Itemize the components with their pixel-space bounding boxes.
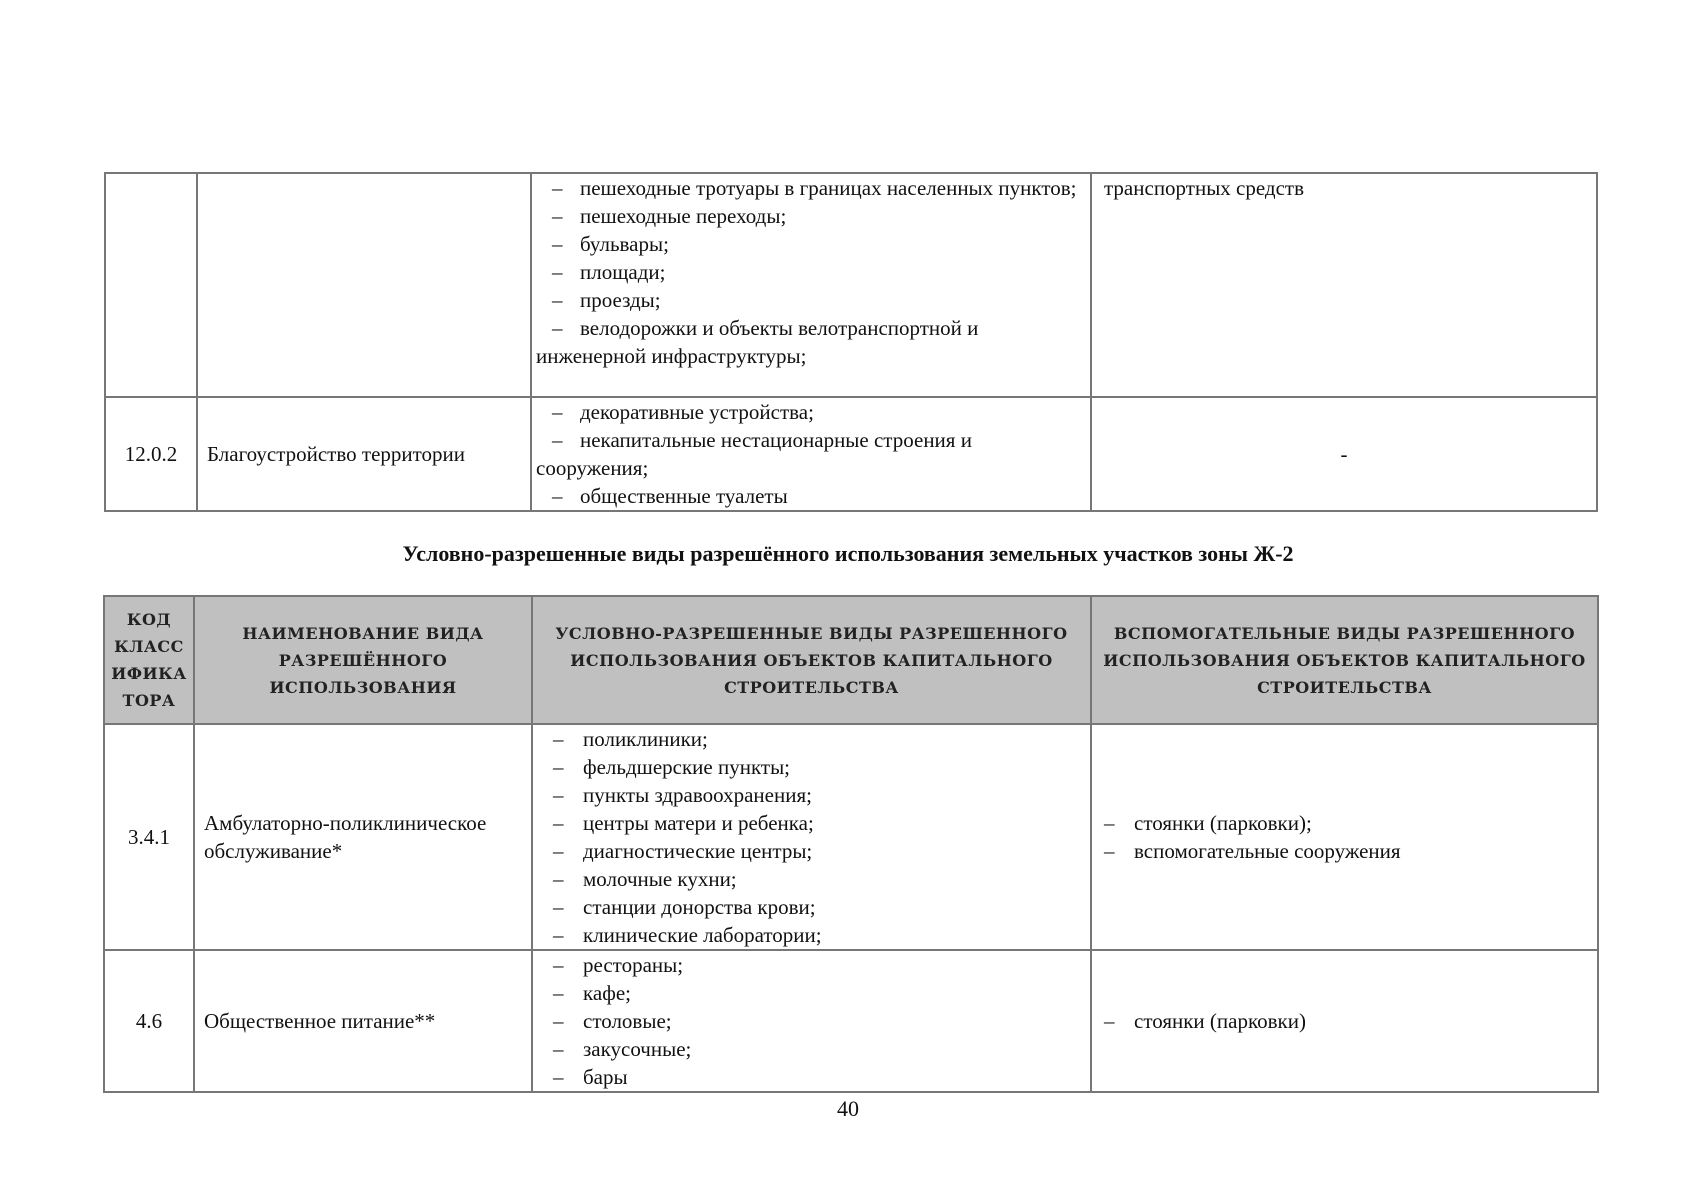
uses-cell [531,397,1091,511]
aux-cell: транспортных средств [1091,173,1597,397]
code-cell: 4.6 [104,950,194,1092]
table-row [105,173,1597,397]
aux-cell: - [1091,397,1597,511]
uses-list [536,174,1086,370]
list-item: – фельдшерские пункты; [553,755,791,779]
header-conditional-uses: УСЛОВНО-РАЗРЕШЕННЫЕ ВИДЫ РАЗРЕШЕННОГО ИСПОЛЬЗОВАНИЯ ОБЪЕКТОВ КАПИТАЛЬНОГО СТРОИТЕЛЬСТВА [532,596,1091,724]
table-row [104,724,1598,950]
list-item: – проезды; [552,288,661,312]
list-item: – столовые; [553,1009,672,1033]
list-item: – молочные кухни; [553,867,737,891]
aux-list [1104,1007,1597,1035]
list-item: – пешеходные переходы; [552,204,787,228]
name-cell: Благоустройство территории [197,397,531,511]
section-heading: Условно-разрешенные виды разрешённого использования земельных участков зоны Ж-2 [402,541,1294,566]
list-item: – рестораны; [553,953,684,977]
table-row [104,950,1598,1092]
list-item: – кафе; [553,981,631,1005]
list-item: – диагностические центры; [553,839,813,863]
header-code: КОД КЛАСС ИФИКА ТОРА [104,596,194,724]
list-item: – пункты здравоохранения; [553,783,812,807]
list-item: – бульвары; [552,232,669,256]
table-row [105,397,1597,511]
uses-list [537,725,1086,949]
name-cell: Общественное питание** [194,950,532,1092]
list-item: – стоянки (парковки) [1104,1009,1306,1033]
list-item: – общественные туалеты [552,484,788,508]
code-cell: 12.0.2 [105,397,197,511]
table-header-row [104,596,1598,724]
list-item: – площади; [552,260,666,284]
aux-cell [1091,724,1598,950]
list-item: – велодорожки и объекты велотранспортной и инженерной инфраструктуры; [536,316,979,368]
list-item: – поликлиники; [553,727,708,751]
code-cell: 3.4.1 [104,724,194,950]
header-auxiliary-uses: ВСПОМОГАТЕЛЬНЫЕ ВИДЫ РАЗРЕШЕННОГО ИСПОЛЬЗОВАНИЯ ОБЪЕКТОВ КАПИТАЛЬНОГО СТРОИТЕЛЬСТВА [1091,596,1598,724]
permitted-uses-table-continued [104,172,1598,512]
page-number: 40 [837,1096,859,1121]
list-item: – бары [553,1065,628,1089]
list-item: – стоянки (парковки); [1104,811,1312,835]
list-item: – клинические лаборатории; [553,923,822,947]
name-cell: Амбулаторно-поликлиническое обслуживание* [194,724,532,950]
uses-cell [531,173,1091,397]
aux-cell [1091,950,1598,1092]
list-item: – станции донорства крови; [553,895,816,919]
list-item: – закусочные; [553,1037,692,1061]
list-item: – некапитальные нестационарные строения и сооружения; [536,428,972,480]
uses-cell [532,950,1091,1092]
uses-list [536,398,1086,510]
list-item: – декоративные устройства; [552,400,814,424]
header-name: НАИМЕНОВАНИЕ ВИДА РАЗРЕШЁННОГО ИСПОЛЬЗОВАНИЯ [194,596,532,724]
conditional-uses-table [103,595,1599,1093]
uses-list [537,951,1086,1091]
uses-cell [532,724,1091,950]
name-cell [197,173,531,397]
aux-list [1104,809,1597,865]
list-item: – вспомогательные сооружения [1104,839,1401,863]
list-item: – центры матери и ребенка; [553,811,814,835]
code-cell [105,173,197,397]
list-item: – пешеходные тротуары в границах населенных пунктов; [552,176,1077,200]
